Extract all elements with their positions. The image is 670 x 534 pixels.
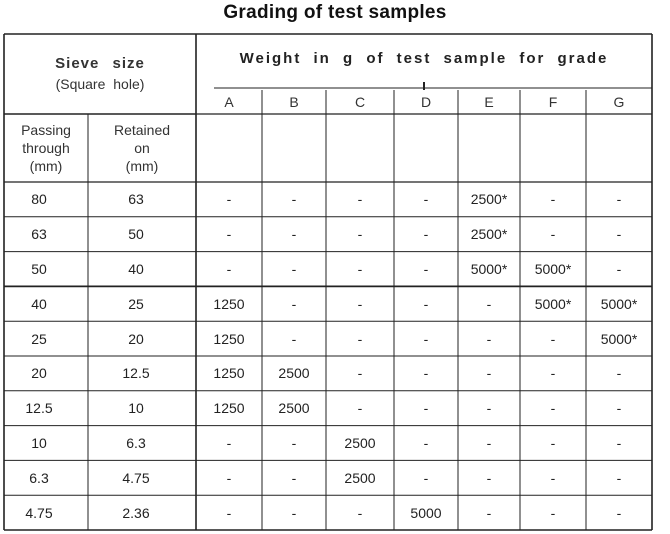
weight-cell-c: - [357, 191, 363, 208]
weight-cell-f: 5000* [534, 260, 572, 277]
grade-header-d: D [420, 94, 432, 110]
weight-cell-d: - [423, 226, 429, 243]
weight-cell-f: - [550, 504, 556, 521]
weight-cell-a: 1250 [213, 400, 245, 417]
weight-cell-c: - [357, 226, 363, 243]
weight-cell-g: - [616, 260, 622, 277]
weight-cell-c: 2500 [344, 434, 376, 451]
sieve-size-title: Sieve size [55, 55, 145, 72]
weight-cell-a: 1250 [213, 295, 245, 312]
weight-cell-g: 5000* [600, 330, 638, 347]
weight-cell-d: - [423, 330, 429, 347]
weight-cell-c: - [357, 365, 363, 382]
grade-header-c: C [354, 94, 366, 110]
weight-cell-d: - [423, 400, 429, 417]
retained-header-text [88, 114, 196, 182]
weight-cell-a: - [226, 191, 232, 208]
weight-cell-c: - [357, 260, 363, 277]
retained-value: 4.75 [122, 469, 150, 486]
passing-header-text-line: Passing [21, 122, 71, 138]
weight-cell-c: - [357, 504, 363, 521]
retained-value: 25 [128, 295, 144, 312]
weight-cell-b: 2500 [278, 365, 310, 382]
weight-cell-f: - [550, 226, 556, 243]
passing-value: 4.75 [25, 504, 53, 521]
weight-cell-a: - [226, 469, 232, 486]
weight-cell-e: - [486, 400, 492, 417]
grade-header-a: A [224, 94, 234, 110]
weight-cell-b: 2500 [278, 400, 310, 417]
weight-cell-g: - [616, 469, 622, 486]
weight-cell-b: - [291, 226, 297, 243]
weight-cell-a: 1250 [213, 330, 245, 347]
grade-header-g: G [613, 94, 625, 110]
passing-value: 12.5 [25, 400, 53, 417]
retained-header-text-line: Retained [113, 122, 171, 138]
weight-cell-f: - [550, 191, 556, 208]
weight-cell-f: - [550, 469, 556, 486]
weight-cell-f: - [550, 400, 556, 417]
weight-cell-e: 2500* [470, 191, 508, 208]
weight-cell-c: - [357, 330, 363, 347]
weight-cell-b: - [291, 504, 297, 521]
weight-cell-e: - [486, 434, 492, 451]
weight-cell-d: - [423, 191, 429, 208]
sieve-size-subtitle: (Square hole) [55, 76, 145, 92]
weight-cell-c: 2500 [344, 469, 376, 486]
retained-value: 63 [128, 191, 144, 208]
weight-cell-f: - [550, 330, 556, 347]
weight-cell-f: 5000* [534, 295, 572, 312]
weight-cell-g: - [616, 434, 622, 451]
weight-cell-g: - [616, 226, 622, 243]
weight-cell-c: - [357, 400, 363, 417]
weight-cell-e: - [486, 365, 492, 382]
passing-value: 80 [31, 191, 47, 208]
retained-value: 50 [128, 226, 144, 243]
page-title: Grading of test samples [223, 2, 447, 23]
weight-cell-g: - [616, 191, 622, 208]
weight-cell-d: 5000 [410, 504, 442, 521]
weight-cell-a: 1250 [213, 365, 245, 382]
grade-header-b: B [289, 94, 299, 110]
retained-header-text-line: on [134, 140, 150, 156]
weight-cell-a: - [226, 260, 232, 277]
retained-header-text-line: (mm) [125, 158, 159, 174]
weight-cell-e: - [486, 295, 492, 312]
weight-cell-b: - [291, 191, 297, 208]
weight-cell-a: - [226, 434, 232, 451]
weight-cell-g: - [616, 400, 622, 417]
weight-cell-f: - [550, 365, 556, 382]
weight-cell-e: - [486, 504, 492, 521]
passing-value: 25 [31, 330, 47, 347]
weight-cell-d: - [423, 260, 429, 277]
weight-cell-d: - [423, 434, 429, 451]
weight-cell-b: - [291, 295, 297, 312]
sieve-size-header [4, 34, 196, 114]
passing-value: 6.3 [29, 469, 49, 486]
weight-cell-g: - [616, 504, 622, 521]
passing-value: 40 [31, 295, 47, 312]
weight-cell-e: - [486, 469, 492, 486]
passing-value: 10 [31, 434, 47, 451]
grading-table [4, 34, 652, 530]
passing-header-text [4, 114, 88, 182]
weight-cell-b: - [291, 330, 297, 347]
weight-cell-d: - [423, 469, 429, 486]
retained-value: 20 [128, 330, 144, 347]
weight-cell-e: 5000* [470, 260, 508, 277]
passing-value: 63 [31, 226, 47, 243]
weight-cell-c: - [357, 295, 363, 312]
weight-cell-e: - [486, 330, 492, 347]
passing-value: 50 [31, 260, 47, 277]
weight-cell-b: - [291, 469, 297, 486]
weight-cell-e: 2500* [470, 226, 508, 243]
weight-cell-a: - [226, 504, 232, 521]
retained-value: 12.5 [122, 365, 150, 382]
retained-value: 6.3 [126, 434, 146, 451]
weight-cell-g: 5000* [600, 295, 638, 312]
retained-value: 10 [128, 400, 144, 417]
grade-header-f: F [548, 94, 558, 110]
weight-header: Weight in g of test sample for grade [239, 49, 609, 67]
weight-cell-d: - [423, 365, 429, 382]
weight-cell-a: - [226, 226, 232, 243]
weight-cell-d: - [423, 295, 429, 312]
passing-header-text-line: through [22, 140, 70, 156]
weight-cell-f: - [550, 434, 556, 451]
weight-cell-b: - [291, 260, 297, 277]
passing-header-text-line: (mm) [29, 158, 63, 174]
grade-header-e: E [484, 94, 494, 110]
weight-cell-b: - [291, 434, 297, 451]
passing-value: 20 [31, 365, 47, 382]
weight-cell-g: - [616, 365, 622, 382]
retained-value: 40 [128, 260, 144, 277]
retained-value: 2.36 [122, 504, 150, 521]
